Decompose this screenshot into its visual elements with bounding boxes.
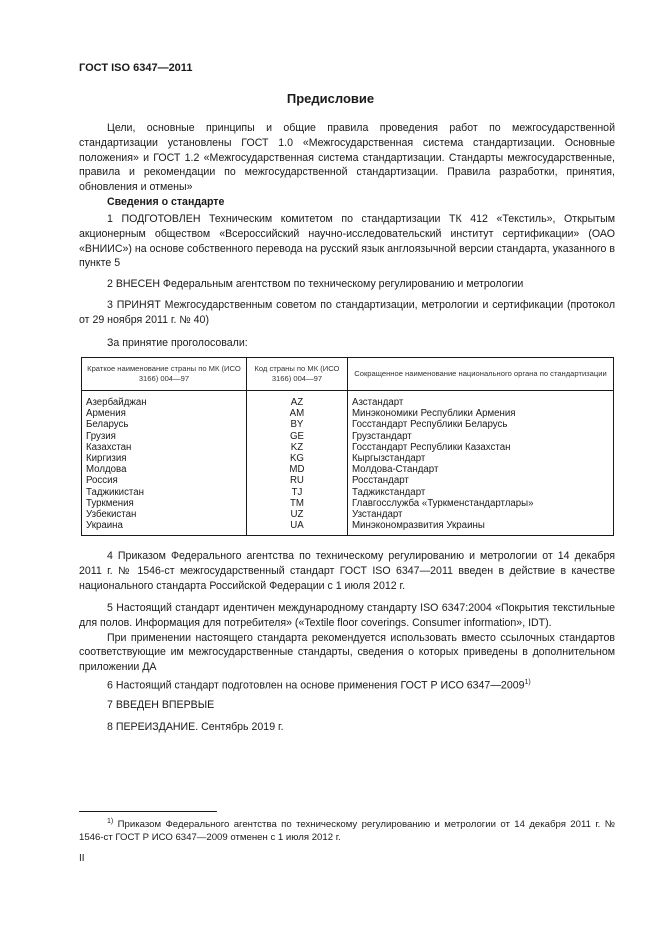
table-row [82, 419, 614, 430]
table-row [82, 442, 614, 453]
code-cell: KZ [246, 442, 347, 453]
body-cell: Главгосслужба «Туркменстандартлары» [347, 498, 613, 509]
item-1 [79, 212, 615, 271]
item-1-text: 1 ПОДГОТОВЛЕН Техническим комитетом по стандартизации ТК 412 «Текстиль», Открытым акционерным обществом «Всероссийский научно-исследовательский институт сертификации» (ОАО «ВНИИС») на основе собственного перевода на русский язык англоязычной версии стандарта, указанного в пункте 5 [79, 213, 615, 270]
table-row [82, 408, 614, 419]
item-3-text: 3 ПРИНЯТ Межгосударственным советом по стандартизации, метрологии и сертификации (протокол от 29 ноября 2011 г. № 40) [79, 299, 615, 326]
body-cell: Узстандарт [347, 509, 613, 520]
code-cell: UZ [246, 509, 347, 520]
item-6 [79, 676, 615, 693]
item-2-text: 2 ВНЕСЕН Федеральным агентством по техническому регулированию и метрологии [107, 278, 524, 290]
intro-paragraph [79, 121, 615, 195]
section-heading-block [79, 195, 615, 210]
item-4 [79, 549, 615, 593]
footnote-mark: 1) [107, 818, 114, 825]
table-header-country: Краткое наименование страны по МК (ИСО 3166) 004—97 [82, 358, 247, 391]
body-cell: Молдова-Стандарт [347, 464, 613, 475]
page-title: Предисловие [286, 91, 375, 106]
table-header-code: Код страны по МК (ИСО 3166) 004—97 [246, 358, 347, 391]
body-cell: Минэкономики Республики Армения [347, 408, 613, 419]
item-7-text: 7 ВВЕДЕН ВПЕРВЫЕ [107, 699, 215, 711]
item-5-text: 5 Настоящий стандарт идентичен международному стандарту ISO 6347:2004 «Покрытия текстильные для полов. Информация для потребителя» («Textile floor coverings. Consumer information», IDT). [79, 602, 615, 629]
body-cell: Грузстандарт [347, 431, 613, 442]
table-row [82, 464, 614, 475]
country-cell: Беларусь [82, 419, 247, 430]
table-header-body: Сокращенное наименование национального органа по стандартизации [347, 358, 613, 391]
table-row [82, 520, 614, 536]
item-2 [79, 277, 615, 292]
section-heading: Сведения о стандарте [107, 196, 225, 208]
document-header: ГОСТ ISO 6347—2011 [79, 62, 193, 74]
vote-intro [79, 336, 615, 351]
code-cell: KG [246, 453, 347, 464]
country-cell: Украина [82, 520, 247, 536]
item-8-text: 8 ПЕРЕИЗДАНИЕ. Сентябрь 2019 г. [107, 721, 284, 733]
country-cell: Узбекистан [82, 509, 247, 520]
item-7 [79, 698, 615, 713]
code-cell: AZ [246, 391, 347, 409]
item-6-text: 6 Настоящий стандарт подготовлен на основе применения ГОСТ Р ИСО 6347—2009 [107, 679, 525, 692]
country-cell: Таджикистан [82, 487, 247, 498]
intro-text: Цели, основные принципы и общие правила проведения работ по межгосударственной стандартизации установлены ГОСТ 1.0 «Межгосударственная система стандартизации. Основные положения» и ГОСТ 1.2 «Межгосударственная система стандартизации. Стандарты межгосударственные, правила и рекомендации по межгосударственной стандартизации. Правила разработки, принятия, обновления и отмены» [79, 122, 615, 194]
table-row [82, 509, 614, 520]
country-cell: Армения [82, 408, 247, 419]
voting-table [81, 357, 614, 536]
footnote [79, 815, 615, 844]
code-cell: TM [246, 498, 347, 509]
table-row [82, 391, 614, 409]
code-cell: GE [246, 431, 347, 442]
body-cell: Госстандарт Республики Беларусь [347, 419, 613, 430]
body-cell: Таджикстандарт [347, 487, 613, 498]
table-row [82, 475, 614, 486]
country-cell: Туркмения [82, 498, 247, 509]
body-cell: Минэкономразвития Украины [347, 520, 613, 536]
footnote-reference: 1) [524, 679, 531, 686]
code-cell: TJ [246, 487, 347, 498]
table-row [82, 498, 614, 509]
country-cell: Молдова [82, 464, 247, 475]
footnote-text: Приказом Федерального агентства по техническому регулированию и метрологии от 14 декабря 2011 г. № 1546-ст ГОСТ Р ИСО 6347—2009 отменен с 1 июля 2012 г. [79, 819, 615, 844]
code-cell: AM [246, 408, 347, 419]
country-cell: Киргизия [82, 453, 247, 464]
footnote-divider [79, 811, 217, 812]
item-5 [79, 601, 615, 675]
item-4-text: 4 Приказом Федерального агентства по техническому регулированию и метрологии от 14 декабря 2011 г. № 1546-ст межгосударственный стандарт ГОСТ ISO 6347—2011 введен в действие в качестве национального стандарта Российской Федерации с 1 июля 2012 г. [79, 550, 615, 592]
code-cell: MD [246, 464, 347, 475]
table-row [82, 431, 614, 442]
code-cell: UA [246, 520, 347, 536]
table-row [82, 453, 614, 464]
code-cell: BY [246, 419, 347, 430]
item-8 [79, 720, 615, 735]
code-cell: RU [246, 475, 347, 486]
body-cell: Госстандарт Республики Казахстан [347, 442, 613, 453]
country-cell: Казахстан [82, 442, 247, 453]
item-3 [79, 298, 615, 328]
table-row [82, 487, 614, 498]
item-6-paragraph [79, 676, 615, 693]
table-header-row [82, 358, 614, 391]
item-5-note: При применении настоящего стандарта рекомендуется использовать вместо ссылочных стандартов соответствующие им межгосударственные стандарты, сведения о которых приведены в дополнительном приложении ДА [79, 631, 615, 674]
body-cell: Росстандарт [347, 475, 613, 486]
body-cell: Кыргызстандарт [347, 453, 613, 464]
country-cell: Азербайджан [82, 391, 247, 409]
country-cell: Грузия [82, 431, 247, 442]
country-cell: Россия [82, 475, 247, 486]
vote-intro-text: За принятие проголосовали: [107, 337, 248, 349]
body-cell: Азстандарт [347, 391, 613, 409]
page-number: II [79, 853, 85, 864]
